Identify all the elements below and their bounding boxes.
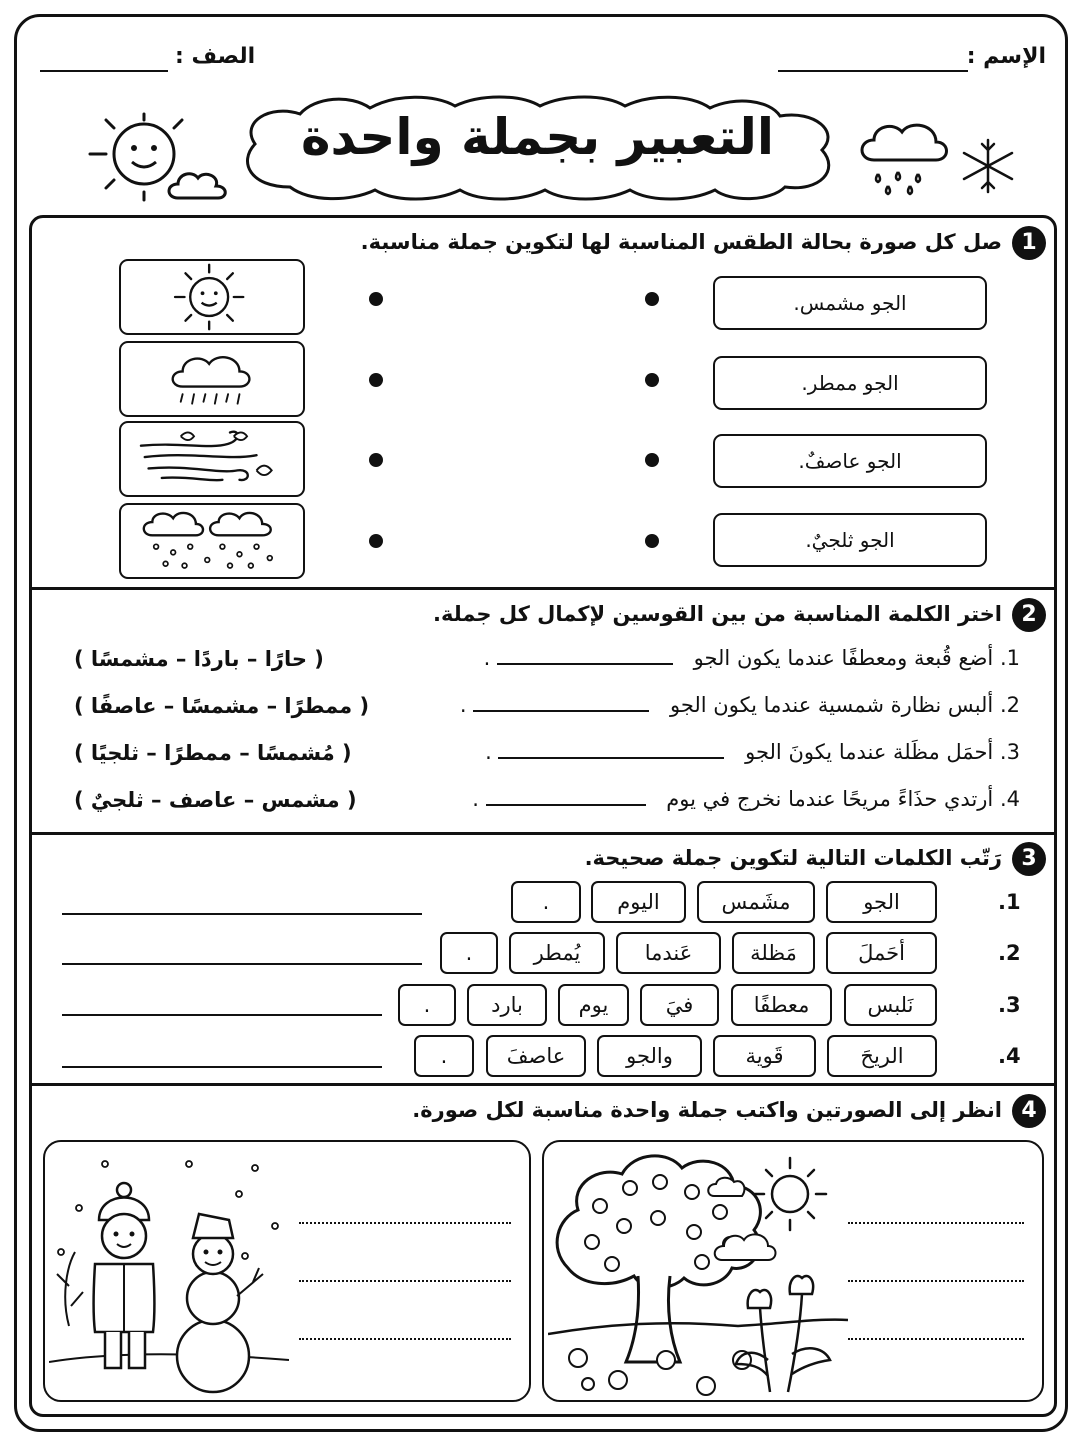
sentence-text: 2. ألبس نظارة شمسية عندما يكون الجو xyxy=(669,693,1020,717)
question-number: 1 xyxy=(1012,226,1046,260)
word-card[interactable]: يُمطر xyxy=(509,932,605,974)
match-dot[interactable] xyxy=(645,373,659,387)
row-number: 3. xyxy=(998,993,1021,1017)
word-card[interactable]: قَوية xyxy=(713,1035,816,1077)
blank-line[interactable] xyxy=(497,663,673,665)
word-card[interactable]: . xyxy=(440,932,498,974)
picture-panel xyxy=(43,1140,531,1402)
question-3-text: رَتّب الكلمات التالية لتكوين جملة صحيحة. xyxy=(584,846,1002,870)
sun-face-icon xyxy=(86,112,232,204)
word-card[interactable]: بارد xyxy=(467,984,547,1026)
dotted-answer-line[interactable] xyxy=(848,1338,1024,1340)
word-card[interactable]: . xyxy=(414,1035,474,1077)
dotted-answer-line[interactable] xyxy=(299,1280,511,1282)
question-2-text: اختر الكلمة المناسبة من بين القوسين لإكمال كل جملة. xyxy=(433,602,1002,626)
name-field[interactable] xyxy=(778,70,968,72)
picture-box[interactable] xyxy=(119,421,305,497)
picture-box[interactable] xyxy=(119,259,305,335)
sentence-box[interactable]: الجو ثلجيٌ. xyxy=(713,513,987,567)
word-card[interactable]: اليوم xyxy=(591,881,686,923)
question-number: 2 xyxy=(1012,598,1046,632)
name-label: الإسم : xyxy=(966,44,1046,69)
sentence-text: 3. أحمَل مظَلة عندما يكونَ الجو xyxy=(745,740,1020,764)
wind-icon xyxy=(121,423,303,495)
word-options: ( مشمس – عاصف – ثلجيٌ ) xyxy=(74,788,357,812)
word-card[interactable]: الريحَ xyxy=(827,1035,937,1077)
blank-line[interactable] xyxy=(473,710,649,712)
word-card[interactable]: عَندما xyxy=(616,932,721,974)
match-dot[interactable] xyxy=(369,453,383,467)
answer-line[interactable] xyxy=(62,963,422,965)
page-title: التعبير بجملة واحدة xyxy=(301,108,774,166)
divider xyxy=(29,1083,1057,1086)
row-number: 4. xyxy=(998,1044,1021,1068)
word-card[interactable]: معطفًا xyxy=(731,984,832,1026)
class-label: الصف : xyxy=(175,44,256,69)
dotted-answer-line[interactable] xyxy=(299,1338,511,1340)
question-4-text: انظر إلى الصورتين واكتب جملة واحدة مناسبة لكل صورة. xyxy=(412,1098,1002,1122)
sun-icon xyxy=(121,261,303,333)
match-dot[interactable] xyxy=(645,292,659,306)
word-card[interactable]: مشَمس xyxy=(697,881,815,923)
match-dot[interactable] xyxy=(369,292,383,306)
sentence-box[interactable]: الجو مشمس. xyxy=(713,276,987,330)
fill-sentence: 4. أرتدي حذَاءً مريحًا عندما نخرج في يوم . xyxy=(472,787,1020,811)
class-field[interactable] xyxy=(40,70,168,72)
picture-panel xyxy=(542,1140,1044,1402)
word-card[interactable]: . xyxy=(511,881,581,923)
match-dot[interactable] xyxy=(369,534,383,548)
blank-line[interactable] xyxy=(498,757,724,759)
word-options: ( ممطرًا – مشمسًا – عاصفًا ) xyxy=(74,694,370,718)
word-card[interactable]: أحَملَ xyxy=(826,932,937,974)
cloud-icon xyxy=(710,1226,780,1266)
boy-snowman-icon xyxy=(49,1156,289,1400)
word-card[interactable]: نَلبس xyxy=(844,984,937,1026)
answer-line[interactable] xyxy=(62,1014,382,1016)
fill-sentence: 2. ألبس نظارة شمسية عندما يكون الجو . xyxy=(459,693,1020,717)
answer-line[interactable] xyxy=(62,913,422,915)
word-options: ( حارًا – باردًا – مشمسًا ) xyxy=(74,647,324,671)
divider xyxy=(29,587,1057,590)
tulip-icon xyxy=(730,1268,840,1398)
rain-cloud-icon xyxy=(121,343,303,415)
question-number: 3 xyxy=(1012,842,1046,876)
match-dot[interactable] xyxy=(645,534,659,548)
word-card[interactable]: فيَ xyxy=(640,984,719,1026)
sentence-text: 1. أضع قُبعة ومعطفًا عندما يكون الجو xyxy=(693,646,1020,670)
match-dot[interactable] xyxy=(645,453,659,467)
sentence-box[interactable]: الجو عاصفٌ. xyxy=(713,434,987,488)
dotted-answer-line[interactable] xyxy=(848,1222,1024,1224)
question-number: 4 xyxy=(1012,1094,1046,1128)
row-number: 1. xyxy=(998,890,1021,914)
word-card[interactable]: والجو xyxy=(597,1035,702,1077)
divider xyxy=(29,832,1057,835)
picture-box[interactable] xyxy=(119,341,305,417)
snowflake-icon xyxy=(960,138,1016,194)
row-number: 2. xyxy=(998,941,1021,965)
question-1-text: صل كل صورة بحالة الطقس المناسبة لها لتكوين جملة مناسبة. xyxy=(360,230,1002,254)
word-card[interactable]: الجو xyxy=(826,881,937,923)
word-card[interactable]: يوم xyxy=(558,984,629,1026)
answer-line[interactable] xyxy=(62,1066,382,1068)
snow-clouds-icon xyxy=(121,505,303,577)
dotted-answer-line[interactable] xyxy=(848,1280,1024,1282)
fill-sentence: 3. أحمَل مظَلة عندما يكونَ الجو . xyxy=(485,740,1020,764)
match-dot[interactable] xyxy=(369,373,383,387)
word-card[interactable]: مَظلة xyxy=(732,932,815,974)
sentence-box[interactable]: الجو ممطر. xyxy=(713,356,987,410)
dotted-answer-line[interactable] xyxy=(299,1222,511,1224)
word-card[interactable]: . xyxy=(398,984,456,1026)
blank-line[interactable] xyxy=(486,804,646,806)
word-card[interactable]: عاصفَ xyxy=(486,1035,586,1077)
fill-sentence: 1. أضع قُبعة ومعطفًا عندما يكون الجو . xyxy=(483,646,1020,670)
word-options: ( مُشمسًا – ممطرًا – ثلجيًا ) xyxy=(74,741,352,765)
picture-box[interactable] xyxy=(119,503,305,579)
sentence-text: 4. أرتدي حذَاءً مريحًا عندما نخرج في يوم xyxy=(666,787,1020,811)
